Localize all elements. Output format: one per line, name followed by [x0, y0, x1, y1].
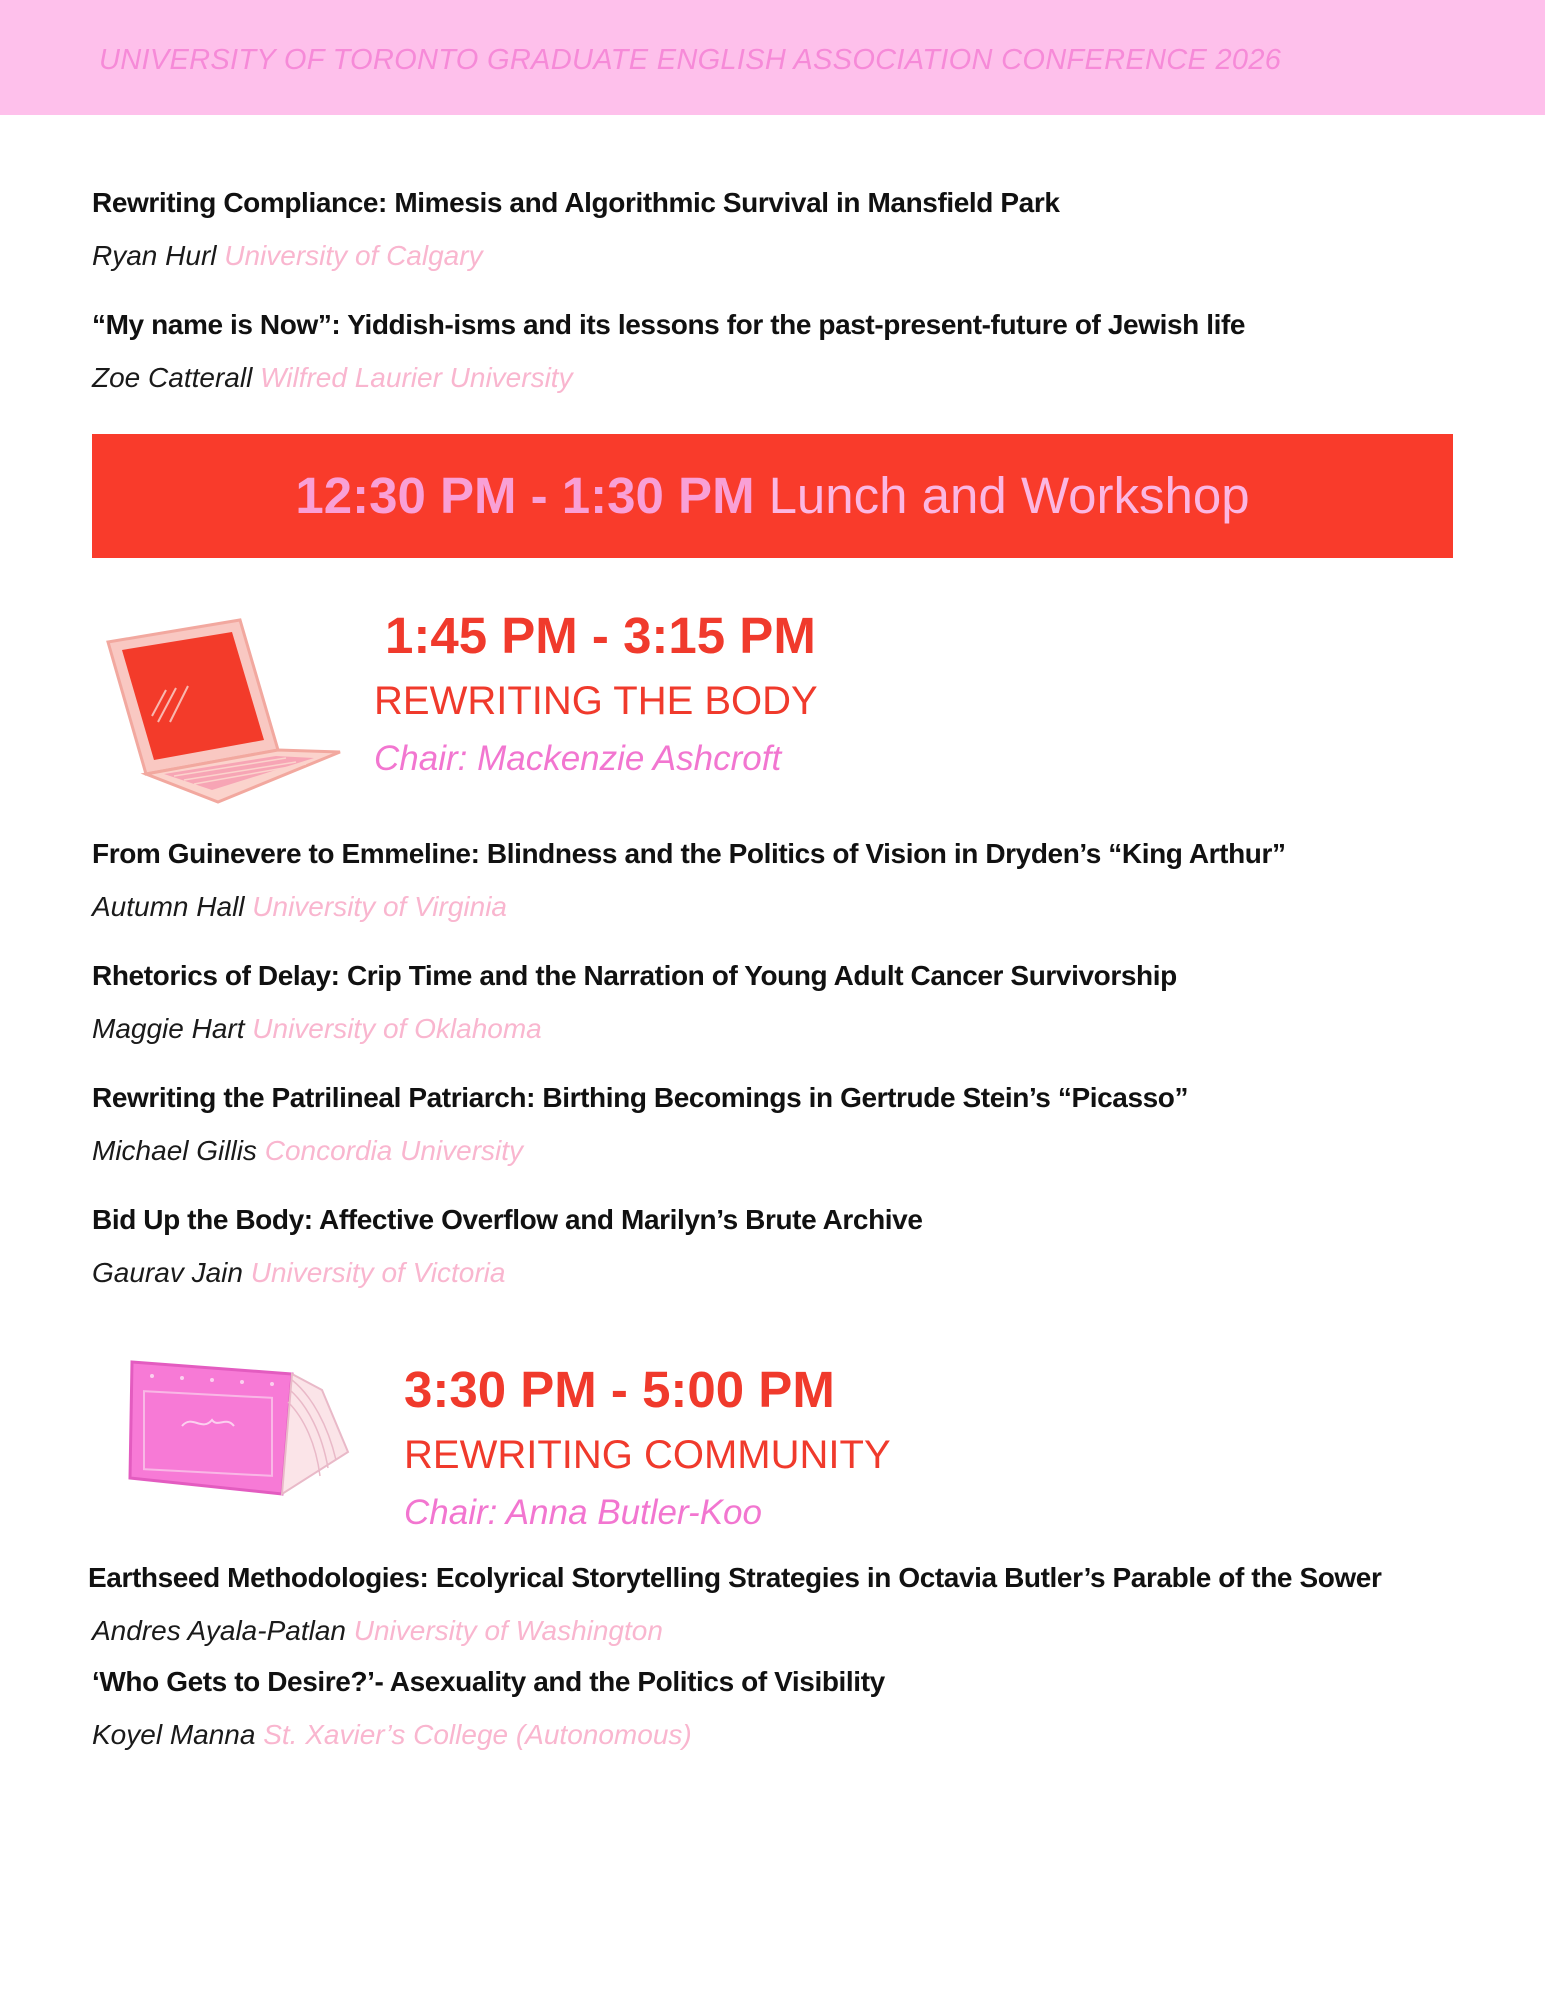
lunch-banner [92, 434, 1453, 558]
talk-affiliation: University of Washington [353, 1615, 663, 1646]
session-time: 3:30 PM - 5:00 PM [404, 1361, 835, 1418]
session-time: 1:45 PM - 3:15 PM [385, 607, 816, 664]
talk-item [92, 1081, 1188, 1168]
talk-item [92, 308, 1245, 395]
talk-affiliation: Concordia University [264, 1135, 524, 1166]
talk-item [92, 186, 1060, 273]
talk-affiliation: St. Xavier’s College (Autonomous) [263, 1719, 692, 1750]
laptop-icon [100, 612, 345, 812]
lunch-label: Lunch and Workshop [768, 467, 1250, 524]
talk-author: Maggie Hart [92, 1013, 245, 1044]
talk-author: Michael Gillis [92, 1135, 257, 1166]
talk-affiliation: Wilfred Laurier University [260, 362, 573, 393]
talk-title: Rewriting Compliance: Mimesis and Algorithmic Survival in Mansfield Park [92, 187, 1060, 218]
talk-author: Ryan Hurl [92, 240, 217, 271]
session-name: REWRITING THE BODY [374, 679, 818, 723]
session-header [385, 608, 816, 664]
talk-title: Rewriting the Patrilineal Patriarch: Birthing Becomings in Gertrude Stein’s “Picasso” [92, 1082, 1189, 1113]
talk-author: Autumn Hall [92, 891, 245, 922]
session-chair: Chair: Anna Butler-Koo [404, 1493, 762, 1532]
page-header [0, 0, 1545, 115]
talk-title: Rhetorics of Delay: Crip Time and the Narration of Young Adult Cancer Survivorship [92, 960, 1177, 991]
talk-title: Earthseed Methodologies: Ecolyrical Storytelling Strategies in Octavia Butler’s Parable of the Sower [88, 1562, 1382, 1593]
talk-item [88, 1561, 1381, 1648]
talk-title: “My name is Now”: Yiddish-isms and its lessons for the past-present-future of Jewish life [92, 309, 1246, 340]
session-name: REWRITING COMMUNITY [404, 1433, 891, 1477]
talk-author: Andres Ayala-Patlan [92, 1615, 346, 1646]
talk-title: Bid Up the Body: Affective Overflow and Marilyn’s Brute Archive [92, 1204, 923, 1235]
talk-title: ‘Who Gets to Desire?’- Asexuality and the Politics of Visibility [92, 1666, 885, 1697]
talk-item [92, 837, 1286, 924]
talk-affiliation: University of Calgary [224, 240, 483, 271]
talk-author: Gaurav Jain [92, 1257, 243, 1288]
session-chair: Chair: Mackenzie Ashcroft [374, 739, 782, 778]
talk-item [92, 1665, 885, 1752]
session-info [404, 1432, 891, 1534]
talk-title: From Guinevere to Emmeline: Blindness and the Politics of Vision in Dryden’s “King Arthur” [92, 838, 1286, 869]
talk-author: Koyel Manna [92, 1719, 256, 1750]
talk-affiliation: University of Victoria [250, 1257, 506, 1288]
talk-affiliation: University of Oklahoma [252, 1013, 542, 1044]
lunch-time: 12:30 PM - 1:30 PM [295, 467, 755, 524]
session-info [374, 678, 818, 780]
conference-title: UNIVERSITY OF TORONTO GRADUATE ENGLISH ASSOCIATION CONFERENCE 2026 [99, 44, 1282, 76]
talk-author: Zoe Catterall [92, 362, 253, 393]
talk-affiliation: University of Virginia [252, 891, 507, 922]
talk-item [92, 959, 1177, 1046]
talk-item [92, 1203, 923, 1290]
session-header [404, 1362, 835, 1418]
book-icon [122, 1356, 357, 1511]
